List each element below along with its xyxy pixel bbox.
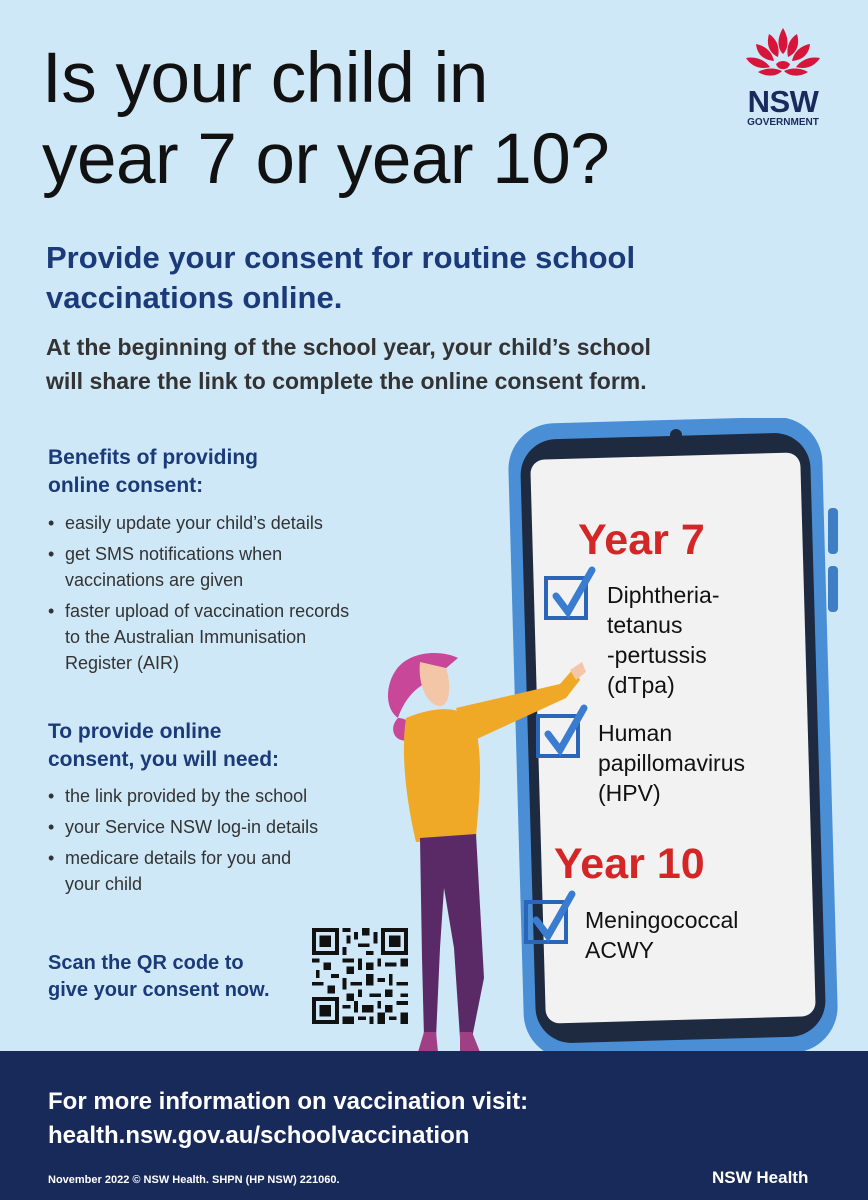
benefits-list [48,510,378,681]
phone-side-button [828,508,838,554]
intro-line-2: will share the link to complete the online consent form. [46,368,647,394]
logo-wordmark: NSW [747,84,819,119]
footer-info-text: For more information on vaccination visit: [48,1088,529,1115]
list-item: • faster upload of vaccination records to the Australian Immunisation Register (AIR) [48,598,360,676]
footer-brand: NSW Health [712,1168,809,1187]
footer-info [48,1085,528,1153]
list-item: • medicare details for you and your child [48,845,320,897]
year10-label: Year 10 [554,840,705,888]
subtitle-line-2: vaccinations online. [46,280,343,315]
benefits-heading-line: Benefits of providing [48,446,258,469]
phone-camera [670,429,682,441]
scan-line: Scan the QR code to [48,952,244,974]
vaccine-dtpa [607,580,787,700]
page-title [42,38,609,200]
nsw-government-logo [736,26,830,129]
vaccine-hpv-line: papillomavirus [598,750,746,776]
qr-code[interactable] [312,928,408,1024]
benefits-heading [48,444,258,500]
vaccine-dtpa-line: Diphtheria- [607,582,720,608]
needs-heading [48,718,279,774]
needs-heading-line: consent, you will need: [48,748,280,771]
list-item: • the link provided by the school [48,783,378,809]
scan-line: give your consent now. [48,979,270,1001]
list-item: • your Service NSW log-in details [48,814,378,840]
vaccine-hpv-line: (HPV) [598,780,661,806]
list-item: • easily update your child’s details [48,510,378,536]
waratah-flower-icon [736,26,830,82]
year7-label: Year 7 [578,516,705,564]
title-line-1: Is your child in [42,39,488,118]
vaccine-dtpa-line: -pertussis [607,642,707,668]
vaccine-mening-line: ACWY [585,937,654,963]
list-item: • get SMS notifications when vaccinations are given [48,541,355,593]
vaccine-meningococcal [585,905,785,965]
subtitle [46,238,746,318]
vaccine-mening-line: Meningococcal [585,907,739,933]
phone-side-button [828,566,838,612]
vaccine-dtpa-line: (dTpa) [607,672,675,698]
title-line-2: year 7 or year 10? [42,120,610,199]
subtitle-line-1: Provide your consent for routine school [46,240,636,275]
intro-line-1: At the beginning of the school year, your child’s school [46,334,651,360]
logo-subtitle: GOVERNMENT [747,117,819,128]
needs-list [48,783,378,902]
vaccine-hpv-line: Human [598,720,673,746]
footer-url-link[interactable]: health.nsw.gov.au/schoolvaccination [48,1122,470,1149]
needs-heading-line: To provide online [48,720,222,743]
vaccine-hpv [598,718,778,808]
vaccine-dtpa-line: tetanus [607,612,683,638]
intro-text [46,330,766,398]
footer-copyright: November 2022 © NSW Health. SHPN (HP NSW) 221060. [48,1174,340,1186]
scan-instruction [48,950,298,1004]
benefits-heading-line: online consent: [48,474,204,497]
